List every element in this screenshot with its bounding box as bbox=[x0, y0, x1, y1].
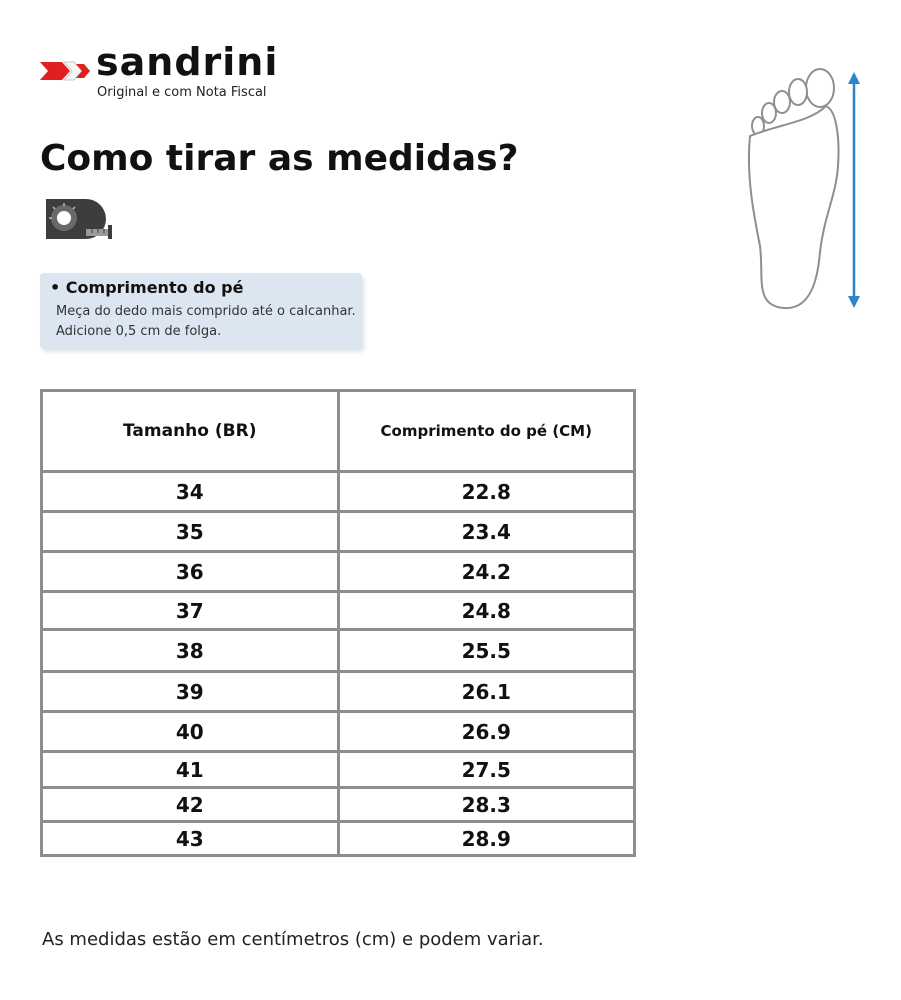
size-cell: 43 bbox=[42, 822, 339, 856]
size-cell: 42 bbox=[42, 788, 339, 822]
sandrini-logo-icon bbox=[40, 58, 92, 84]
size-cell: 35 bbox=[42, 512, 339, 552]
table-row bbox=[42, 592, 635, 630]
length-cell: 24.2 bbox=[338, 552, 635, 592]
size-cell: 39 bbox=[42, 672, 339, 712]
table-row bbox=[42, 672, 635, 712]
table-row bbox=[42, 788, 635, 822]
table-row bbox=[42, 822, 635, 856]
measuring-tape-icon bbox=[42, 195, 114, 241]
column-header-foot-length: Comprimento do pé (CM) bbox=[338, 391, 635, 472]
length-cell: 28.3 bbox=[338, 788, 635, 822]
table-row bbox=[42, 630, 635, 672]
table-row bbox=[42, 552, 635, 592]
size-cell: 34 bbox=[42, 472, 339, 512]
size-cell: 41 bbox=[42, 752, 339, 788]
table-row bbox=[42, 752, 635, 788]
info-heading: • Comprimento do pé bbox=[50, 278, 244, 297]
footer-note: As medidas estão em centímetros (cm) e podem variar. bbox=[42, 929, 544, 950]
length-cell: 26.9 bbox=[338, 712, 635, 752]
length-cell: 27.5 bbox=[338, 752, 635, 788]
length-cell: 22.8 bbox=[338, 472, 635, 512]
measurement-instructions-box bbox=[40, 273, 362, 349]
info-text: Meça do dedo mais comprido até o calcanhar. Adicione 0,5 cm de folga. bbox=[56, 304, 356, 339]
size-cell: 37 bbox=[42, 592, 339, 630]
length-cell: 26.1 bbox=[338, 672, 635, 712]
measure-arrow bbox=[848, 72, 860, 308]
length-cell: 24.8 bbox=[338, 592, 635, 630]
length-cell: 28.9 bbox=[338, 822, 635, 856]
brand-name: sandrini bbox=[96, 40, 279, 84]
table-header-row bbox=[42, 391, 635, 472]
size-chart-table bbox=[40, 389, 636, 857]
table-row bbox=[42, 712, 635, 752]
table-row bbox=[42, 512, 635, 552]
length-cell: 25.5 bbox=[338, 630, 635, 672]
page-title: Como tirar as medidas? bbox=[40, 138, 519, 179]
size-cell: 38 bbox=[42, 630, 339, 672]
size-cell: 40 bbox=[42, 712, 339, 752]
foot-outline-illustration bbox=[740, 66, 870, 316]
length-cell: 23.4 bbox=[338, 512, 635, 552]
brand-logo bbox=[40, 42, 320, 104]
brand-tagline: Original e com Nota Fiscal bbox=[97, 85, 267, 100]
column-header-size: Tamanho (BR) bbox=[42, 391, 339, 472]
table-row bbox=[42, 472, 635, 512]
size-cell: 36 bbox=[42, 552, 339, 592]
